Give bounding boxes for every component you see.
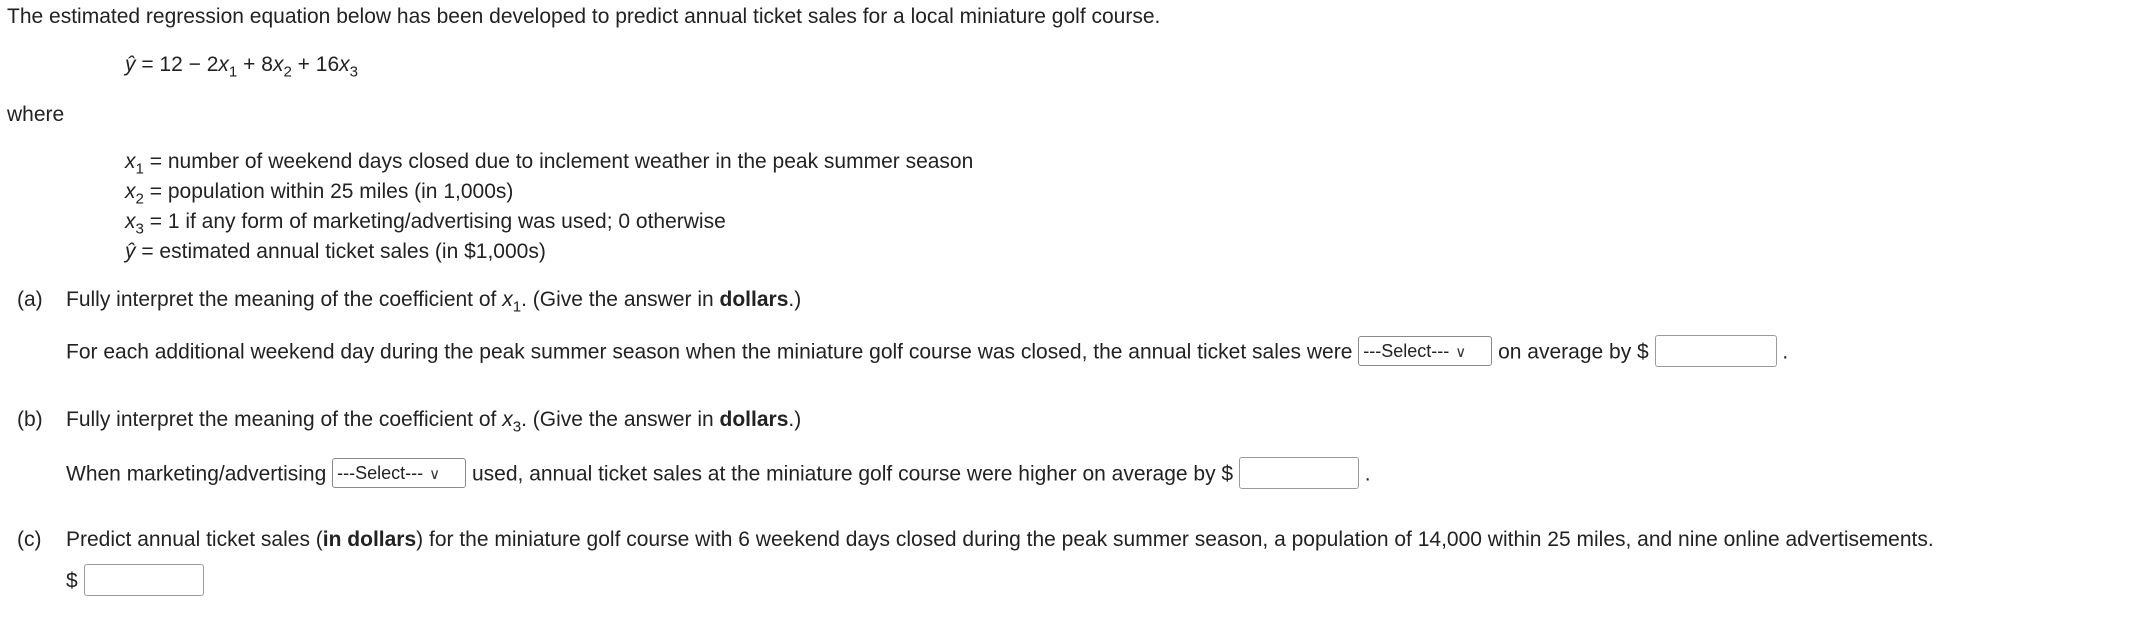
part-a-amount-input[interactable] — [1655, 335, 1777, 367]
part-c-question: Predict annual ticket sales (in dollars) for the miniature golf course with 6 weekend days closed during the peak summer season, a population of 14,000 within 25 miles, and nine online advertisements. — [66, 528, 1934, 551]
definition-x3: $x_3 = 1$ if any form of marketing/advertising was used; 0 otherwise — [125, 210, 726, 238]
definition-x2: $x_2$ = population within 25 miles (in 1,000s) — [125, 180, 514, 208]
part-a-label: (a) — [17, 288, 43, 311]
part-c-prediction-input[interactable] — [84, 564, 204, 596]
part-c-label: (c) — [17, 528, 42, 551]
part-a-direction-select[interactable]: ---Select--- ∨ — [1358, 336, 1492, 366]
chevron-down-icon: ∨ — [1455, 344, 1467, 361]
definition-x1: $x_1$ = number of weekend days closed due to inclement weather in the peak summer season — [125, 150, 974, 178]
part-b-question: Fully interpret the meaning of the coefficient of $x_3$. (Give the answer in dollars.) — [66, 408, 802, 436]
part-a-question: Fully interpret the meaning of the coefficient of $x_1$. (Give the answer in dollars.) — [66, 288, 802, 316]
chevron-down-icon: ∨ — [429, 466, 441, 483]
y-hat-symbol: ŷ — [125, 53, 136, 76]
part-a-answer-row: For each additional weekend day during the peak summer season when the miniature golf course was closed, the annual ticket sales were ---Select--- ∨ on average by $ . — [66, 337, 1788, 369]
definition-yhat: ŷ = estimated annual ticket sales (in $1,000s) — [125, 240, 546, 263]
part-b-used-select[interactable]: ---Select--- ∨ — [332, 458, 466, 488]
part-b-answer-row: When marketing/advertising ---Select--- ∨ used, annual ticket sales at the miniature golf course were higher on average by $ . — [66, 459, 1371, 491]
dollar-sign: $ — [66, 569, 78, 593]
part-c-answer-row — [66, 566, 204, 598]
regression-equation: ŷ = $12 - 2x_1 + 8x_2 + 16x_3$ — [125, 53, 359, 81]
problem-intro: The estimated regression equation below has been developed to predict annual ticket sales for a local miniature golf course. — [7, 5, 1161, 28]
part-b-label: (b) — [17, 408, 43, 431]
where-label: where — [7, 103, 65, 126]
part-b-amount-input[interactable] — [1239, 457, 1359, 489]
